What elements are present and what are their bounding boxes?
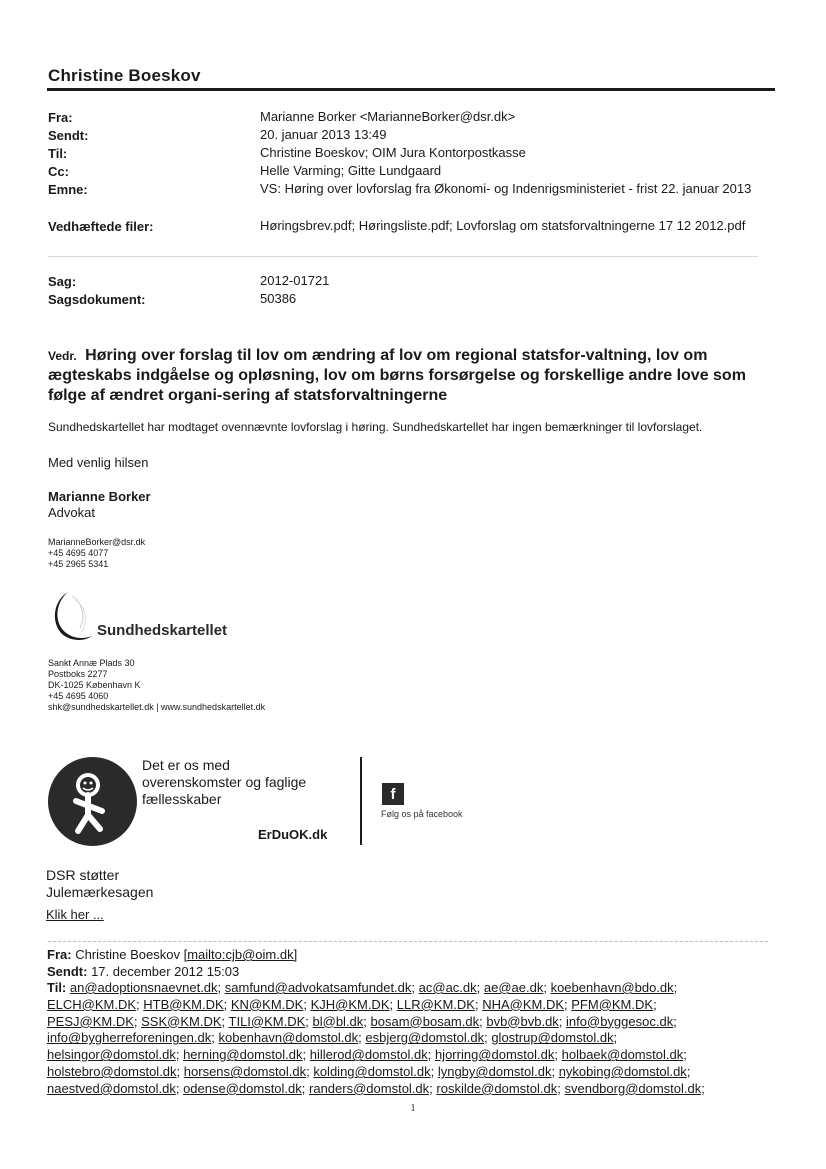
subject-value: VS: Høring over lovforslag fra Økonomi- og Indenrigsministeriet - frist 22. januar 2013 [260, 181, 752, 196]
recipient-link[interactable]: holbaek@domstol.dk [561, 1047, 684, 1063]
recipient-link[interactable]: bvb@bvb.dk [486, 1013, 559, 1029]
erduok-logo[interactable] [48, 757, 137, 846]
facebook-caption[interactable]: Følg os på facebook [381, 809, 463, 819]
org-address2: Postboks 2277 [48, 669, 108, 679]
from-value: Marianne Borker <MarianneBorker@dsr.dk> [260, 109, 516, 124]
recipient-link[interactable]: bl@bl.dk [312, 1013, 364, 1029]
org-phone: +45 4695 4060 [48, 691, 109, 701]
sundhedskartellet-logo-icon [46, 588, 96, 644]
recipient-link[interactable]: odense@domstol.dk [183, 1080, 302, 1096]
recipient-link[interactable]: PFM@KM.DK [571, 996, 654, 1012]
case-value: 2012-01721 [260, 273, 330, 288]
recipient-link[interactable]: kobenhavn@domstol.dk [218, 1030, 359, 1046]
smiley-figure-icon [48, 757, 137, 846]
header-rule [47, 88, 775, 91]
banner-brand[interactable]: ErDuOK.dk [258, 827, 328, 842]
attachments-label: Vedhæftede filer: [48, 219, 154, 234]
forwarded-recipients: Til: an@adoptionsnaevnet.dk; samfund@advokatsamfundet.dk; ac@ac.dk; ae@ae.dk; koebenhavn@bdo.dk; ELCH@KM.DK; HTB@KM.DK; KN@KM.DK; KJH@KM.DK; LLR@KM.DK; NHA@KM.DK; PFM@KM.DK; PESJ@KM.DK; SSK@KM.DK; TILI@KM.DK; bl@bl.dk; bosam@bosam.dk; bvb@bvb.dk; info@byggesoc.dk; info@bygherreforeningen.dk; kobenhavn@domstol.dk; esbjerg@domstol.dk; glostrup@domstol.dk; helsingor@domstol.dk; herning@domstol.dk; hillerod@domstol.dk; hjorring@domstol.dk; holbaek@domstol.dk; holstebro@domstol.dk; horsens@domstol.dk; kolding@domstol.dk; lyngby@domstol.dk; nykobing@domstol.dk; naestved@domstol.dk; odense@domstol.dk; randers@domstol.dk; roskilde@domstol.dk; svendborg@domstol.dk; [47, 980, 705, 1096]
forwarded-from-label: Fra: [47, 947, 72, 962]
recipient-link[interactable]: koebenhavn@bdo.dk [550, 980, 674, 995]
logo-text: Sundhedskartellet [97, 622, 228, 639]
recipient-link[interactable]: roskilde@domstol.dk [436, 1080, 558, 1096]
recipient-link[interactable]: KJH@KM.DK [310, 996, 390, 1012]
org-address3: DK-1025 København K [48, 680, 141, 690]
forwarded-to-label: Til: [47, 980, 67, 995]
banner-line2: overenskomster og faglige [142, 774, 307, 790]
case-label: Sag: [48, 274, 77, 289]
forwarded-sent [47, 963, 767, 980]
sent-label: Sendt: [48, 128, 89, 143]
dsr-text [46, 867, 153, 901]
recipient-link[interactable]: herning@domstol.dk [183, 1047, 303, 1063]
recipient-link[interactable]: PESJ@KM.DK [47, 1013, 134, 1029]
recipient-link[interactable]: TILI@KM.DK [228, 1013, 306, 1029]
forwarded-from [47, 946, 767, 963]
recipient-link[interactable]: LLR@KM.DK [396, 996, 475, 1012]
recipient-link[interactable]: helsingor@domstol.dk [47, 1047, 176, 1063]
subject-heading [48, 346, 768, 406]
casedoc-label: Sagsdokument: [48, 292, 146, 307]
from-label: Fra: [48, 110, 73, 125]
recipient-link[interactable]: hillerod@domstol.dk [309, 1047, 428, 1063]
recipient-link[interactable]: ELCH@KM.DK [47, 996, 137, 1012]
subject-label: Emne: [48, 182, 88, 197]
sender-name: Christine Boeskov [48, 66, 201, 85]
to-label: Til: [48, 146, 68, 161]
signature-phone1: +45 4695 4077 [48, 548, 109, 558]
recipient-link[interactable]: nykobing@domstol.dk [558, 1063, 687, 1079]
signature-title: Advokat [48, 505, 95, 520]
org-address1: Sankt Annæ Plads 30 [48, 658, 135, 668]
recipient-link[interactable]: ac@ac.dk [418, 980, 477, 995]
dsr-line1: DSR støtter [46, 867, 120, 883]
page-number: 1 [410, 1103, 416, 1114]
recipient-link[interactable]: randers@domstol.dk [309, 1080, 430, 1096]
cc-label: Cc: [48, 164, 69, 179]
klik-her-link[interactable]: Klik her ... [46, 907, 104, 922]
recipient-link[interactable]: KN@KM.DK [230, 996, 304, 1012]
attachments-value[interactable]: Høringsbrev.pdf; Høringsliste.pdf; Lovforslag om statsforvaltningerne 17 12 2012.pdf [260, 218, 746, 233]
signature-phone2: +45 2965 5341 [48, 559, 109, 569]
header-divider [48, 256, 758, 257]
signature-email[interactable]: MarianneBorker@dsr.dk [48, 537, 146, 547]
recipient-link[interactable]: info@byggesoc.dk [566, 1013, 674, 1029]
recipient-link[interactable]: bosam@bosam.dk [370, 1013, 480, 1029]
vedr-label: Vedr. [48, 349, 77, 363]
recipient-link[interactable]: horsens@domstol.dk [183, 1063, 307, 1079]
recipient-link[interactable]: naestved@domstol.dk [47, 1080, 176, 1096]
recipient-link[interactable]: samfund@advokatsamfundet.dk [224, 980, 412, 995]
recipient-link[interactable]: hjorring@domstol.dk [434, 1047, 555, 1063]
recipient-link[interactable]: HTB@KM.DK [143, 996, 224, 1012]
recipient-link[interactable]: NHA@KM.DK [482, 996, 565, 1012]
forward-divider [48, 941, 768, 942]
recipient-link[interactable]: svendborg@domstol.dk [564, 1080, 702, 1096]
casedoc-value: 50386 [260, 291, 297, 306]
forwarded-from-value: Christine Boeskov [75, 947, 184, 962]
recipient-link[interactable]: info@bygherreforeningen.dk [47, 1030, 212, 1046]
signature-name: Marianne Borker [48, 489, 151, 504]
forwarded-mailto-link[interactable]: [mailto:cjb@oim.dk] [183, 947, 298, 962]
recipient-link[interactable]: kolding@domstol.dk [313, 1063, 431, 1079]
banner-line3: fællesskaber [142, 791, 222, 807]
facebook-icon[interactable]: f [382, 783, 404, 805]
banner-text [142, 757, 352, 808]
banner-divider [360, 757, 362, 845]
cc-value: Helle Varming; Gitte Lundgaard [260, 163, 442, 178]
recipient-link[interactable]: esbjerg@domstol.dk [365, 1030, 485, 1046]
body-paragraph: Sundhedskartellet har modtaget ovennævnte lovforslag i høring. Sundhedskartellet har ingen bemærkninger til lovforslaget. [48, 420, 703, 434]
forwarded-sent-label: Sendt: [47, 964, 88, 979]
recipient-link[interactable]: holstebro@domstol.dk [47, 1063, 177, 1079]
greeting: Med venlig hilsen [48, 455, 149, 470]
to-value: Christine Boeskov; OIM Jura Kontorpostkasse [260, 145, 526, 160]
recipient-link[interactable]: SSK@KM.DK [141, 1013, 222, 1029]
recipient-link[interactable]: ae@ae.dk [483, 980, 544, 995]
org-contact[interactable]: shk@sundhedskartellet.dk | www.sundhedskartellet.dk [48, 702, 266, 712]
sent-value: 20. januar 2013 13:49 [260, 127, 387, 142]
subject-heading-text: Høring over forslag til lov om ændring af lov om regional statsfor-valtning, lov om ægteskabs indgåelse og opløsning, lov om børns forsørgelse og forskellige andre love som følge af ændret organi-sering af statsforvaltningerne [48, 347, 746, 404]
banner-line1: Det er os med [142, 757, 230, 773]
recipient-link[interactable]: glostrup@domstol.dk [491, 1030, 614, 1046]
forwarded-sent-value: 17. december 2012 15:03 [91, 964, 240, 979]
recipient-link[interactable]: an@adoptionsnaevnet.dk [69, 980, 218, 995]
recipient-link[interactable]: lyngby@domstol.dk [437, 1063, 552, 1079]
dsr-line2: Julemærkesagen [46, 884, 154, 900]
